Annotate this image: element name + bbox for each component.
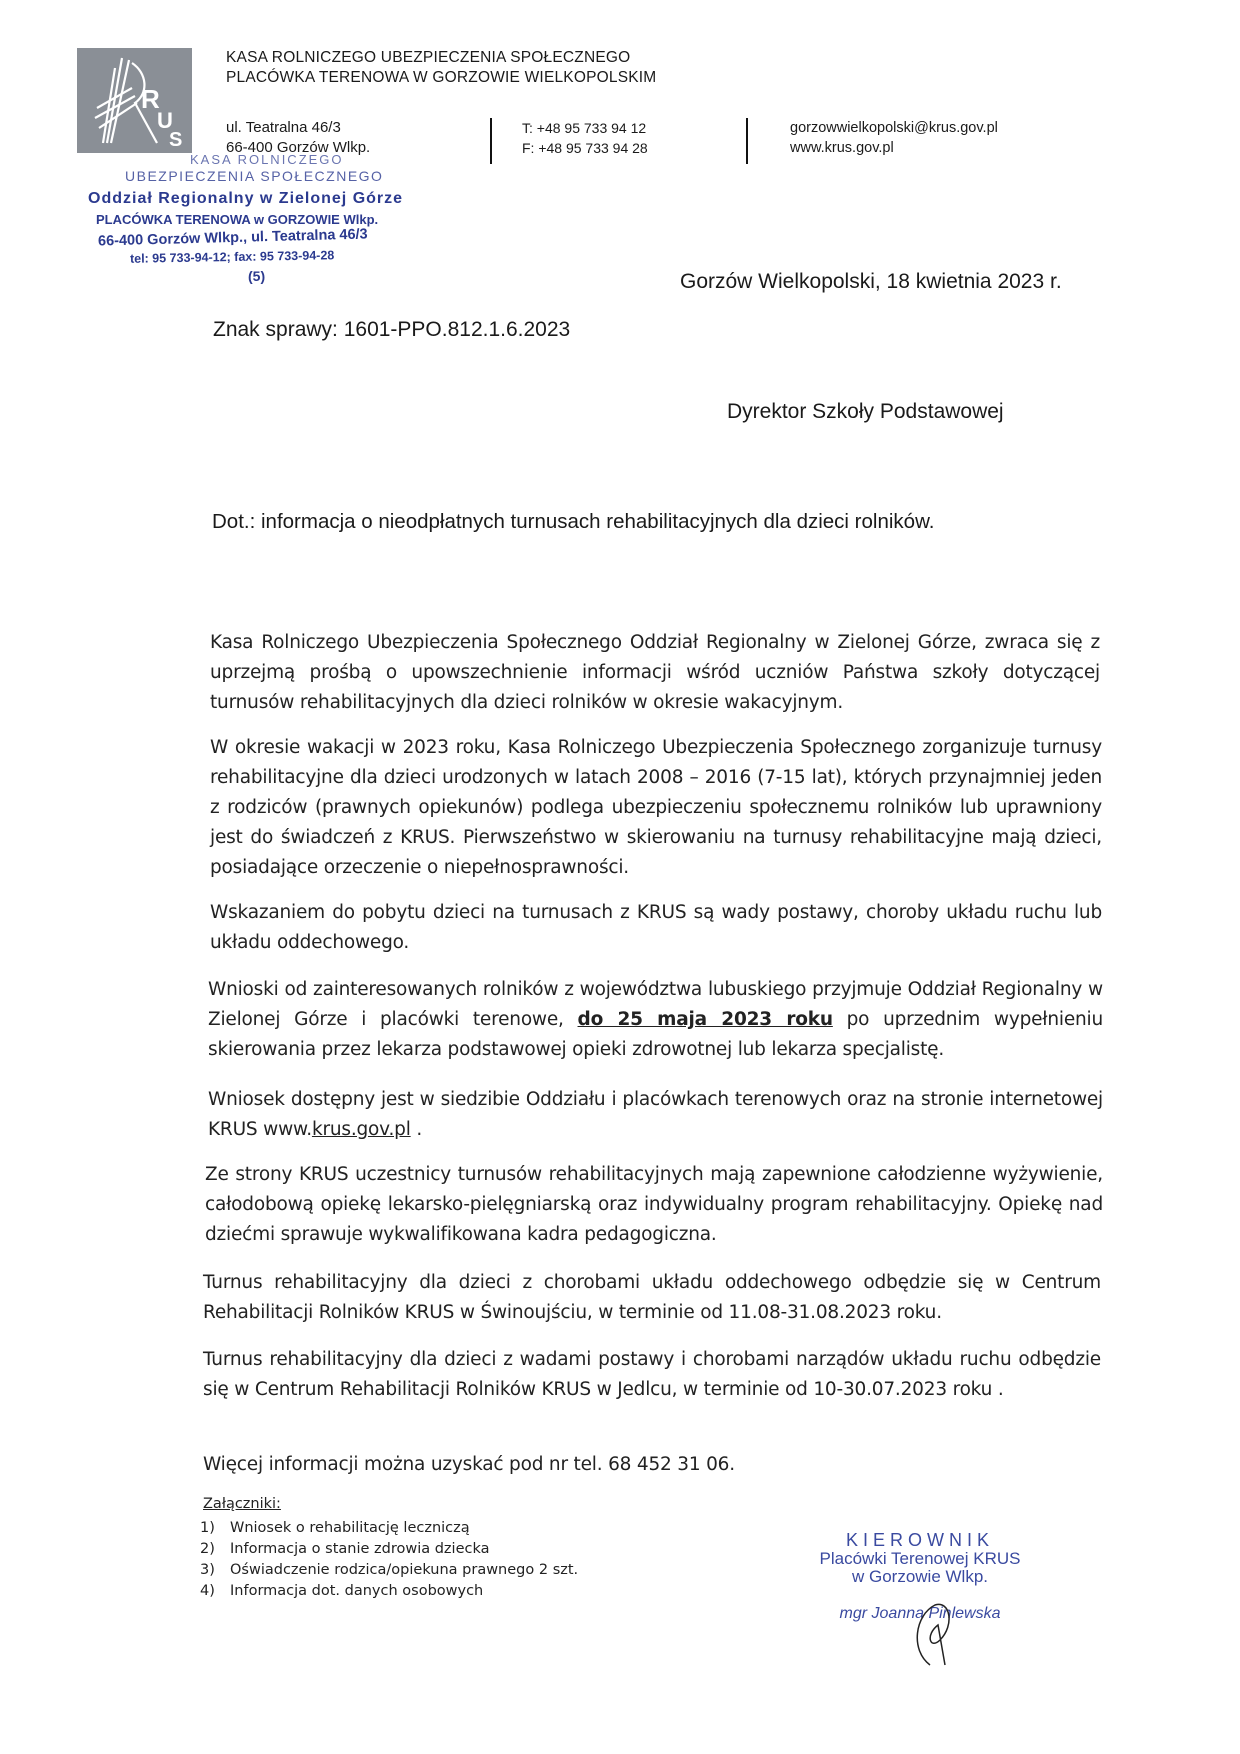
paragraph-services: Ze strony KRUS uczestnicy turnusów rehabilitacyjnych mają zapewnione całodzienne wyżywienie, całodobową opiekę lekarsko-pielęgniarską oraz indywidualny program rehabilitacyjny. Opiekę nad dziećmi sprawuje wykwalifikowana kadra pedagogiczna. [205, 1164, 1103, 1245]
applications-text-end: po uprzednim wypełnieniu skierowania przez lekarza podstawowej opieki zdrowotnej lub lekarza specjalistę. [208, 1009, 1103, 1060]
svg-text:R: R [141, 84, 160, 114]
krus-website-link[interactable]: krus.gov.pl [311, 1119, 411, 1140]
stamp-line: tel: 95 733-94-12; fax: 95 733-94-28 [129, 248, 335, 266]
svg-text:U: U [157, 108, 173, 133]
paragraph-posture-turnus: Turnus rehabilitacyjny dla dzieci z wadami postawy i chorobami narządów układu ruchu odbędzie się w Centrum Rehabilitacji Rolników KRUS w Jedlcu, w terminie od 10-30.07.2023 roku . [203, 1349, 1101, 1400]
address-city: 66-400 Gorzów Wlkp. [226, 139, 371, 156]
availability-text-end: . [410, 1119, 423, 1140]
subject-line: Dot.: informacja o nieodpłatnych turnusach rehabilitacyjnych dla dzieci rolników. [212, 510, 935, 533]
stamp-line: PLACÓWKA TERENOWA w GORZOWIE Wlkp. [96, 212, 379, 227]
attachment-item: 3) Oświadczenie rodzica/opiekuna prawnego 2 szt. [200, 1562, 579, 1578]
signature-city: w Gorzowie Wlkp. [851, 1567, 989, 1586]
attachment-item: 4) Informacja dot. danych osobowych [200, 1583, 484, 1599]
stamp-line: Oddział Regionalny w Zielonej Górze [88, 190, 404, 207]
address-street: ul. Teatralna 46/3 [226, 119, 341, 136]
paragraph-eligibility: W okresie wakacji w 2023 roku, Kasa Rolniczego Ubezpieczenia Społecznego zorganizuje turnusy rehabilitacyjne dla dzieci urodzonych w latach 2008 – 2016 (7-15 lat), których przynajmniej jeden z rodziców (prawnych opiekunów) podlega ubezpieczeniu społecznemu rolników lub uprawniony jest do świadczeń z KRUS. Pierwszeństwo w skierowaniu na turnusy rehabilitacyjne mają dzieci, posiadające orzeczenie o niepełnosprawności. [210, 737, 1102, 878]
office-stamp [80, 150, 440, 300]
header-organization [226, 48, 656, 88]
stamp-line: 66-400 Gorzów Wlkp., ul. Teatralna 46/3 [97, 226, 368, 250]
org-name: KASA ROLNICZEGO UBEZPIECZENIA SPOŁECZNEGO [226, 49, 631, 66]
fax-number: F: +48 95 733 94 28 [522, 140, 648, 156]
applications-text: Wnioski od zainteresowanych rolników z województwa lubuskiego przyjmuje Oddział Regionalny w Zielonej Górze i placówki terenowe, [208, 979, 1103, 1030]
stamp-line: KASA ROLNICZEGO [190, 152, 344, 167]
krus-logo-icon [77, 48, 192, 153]
email-link[interactable]: gorzowwielkopolski@krus.gov.pl [790, 120, 998, 136]
paragraph-contact: Więcej informacji można uzyskać pod nr tel. 68 452 31 06. [203, 1454, 735, 1475]
krus-logo [77, 48, 192, 153]
attachment-item: 2) Informacja o stanie zdrowia dziecka [200, 1541, 490, 1557]
attachments-heading: Załączniki: [203, 1496, 281, 1512]
paragraph-indications: Wskazaniem do pobytu dzieci na turnusach z KRUS są wady postawy, choroby układu ruchu lub układu oddechowego. [210, 902, 1102, 953]
recipient: Dyrektor Szkoły Podstawowej [727, 400, 1004, 423]
header-divider [490, 118, 492, 164]
svg-text:S: S [169, 129, 183, 151]
stamp-line: (5) [248, 268, 266, 284]
availability-text: Wniosek dostępny jest w siedzibie Oddziału i placówkach terenowych oraz na stronie internetowej KRUS www. [208, 1089, 1103, 1140]
paragraph-respiratory-turnus: Turnus rehabilitacyjny dla dzieci z chorobami układu oddechowego odbędzie się w Centrum Rehabilitacji Rolników KRUS w Świnoujściu, w terminie od 11.08-31.08.2023 roku. [203, 1272, 1101, 1323]
attachments-list [200, 1518, 578, 1602]
org-branch: PLACÓWKA TERENOWA W GORZOWIE WIELKOPOLSKIM [226, 69, 657, 86]
paragraph-availability [208, 1085, 1103, 1145]
signature-name: mgr Joanna Pinlewska [839, 1605, 1001, 1622]
stamp-line: UBEZPIECZENIA SPOŁECZNEGO [125, 168, 384, 184]
deadline: do 25 maja 2023 roku [577, 1009, 833, 1030]
place-date: Gorzów Wielkopolski, 18 kwietnia 2023 r. [680, 270, 1062, 293]
signature-office: Placówki Terenowej KRUS [819, 1549, 1021, 1568]
handwritten-signature-icon [900, 1595, 970, 1675]
attachment-item: 1) Wniosek o rehabilitację leczniczą [200, 1520, 470, 1536]
header-contact [522, 118, 648, 158]
case-number: Znak sprawy: 1601-PPO.812.1.6.2023 [213, 318, 571, 341]
paragraph-request: Kasa Rolniczego Ubezpieczenia Społecznego Oddział Regionalny w Zielonej Górze, zwraca się z uprzejmą prośbą o upowszechnienie informacji wśród uczniów Państwa szkoły dotyczącej turnusów rehabilitacyjnych dla dzieci rolników w okresie wakacyjnym. [210, 632, 1100, 713]
header-web [790, 118, 998, 158]
paragraph-applications [208, 975, 1103, 1065]
signature-title: KIEROWNIK [845, 1530, 994, 1550]
phone-number: T: +48 95 733 94 12 [522, 120, 647, 136]
header-divider [746, 118, 748, 164]
website-link[interactable]: www.krus.gov.pl [790, 140, 894, 156]
